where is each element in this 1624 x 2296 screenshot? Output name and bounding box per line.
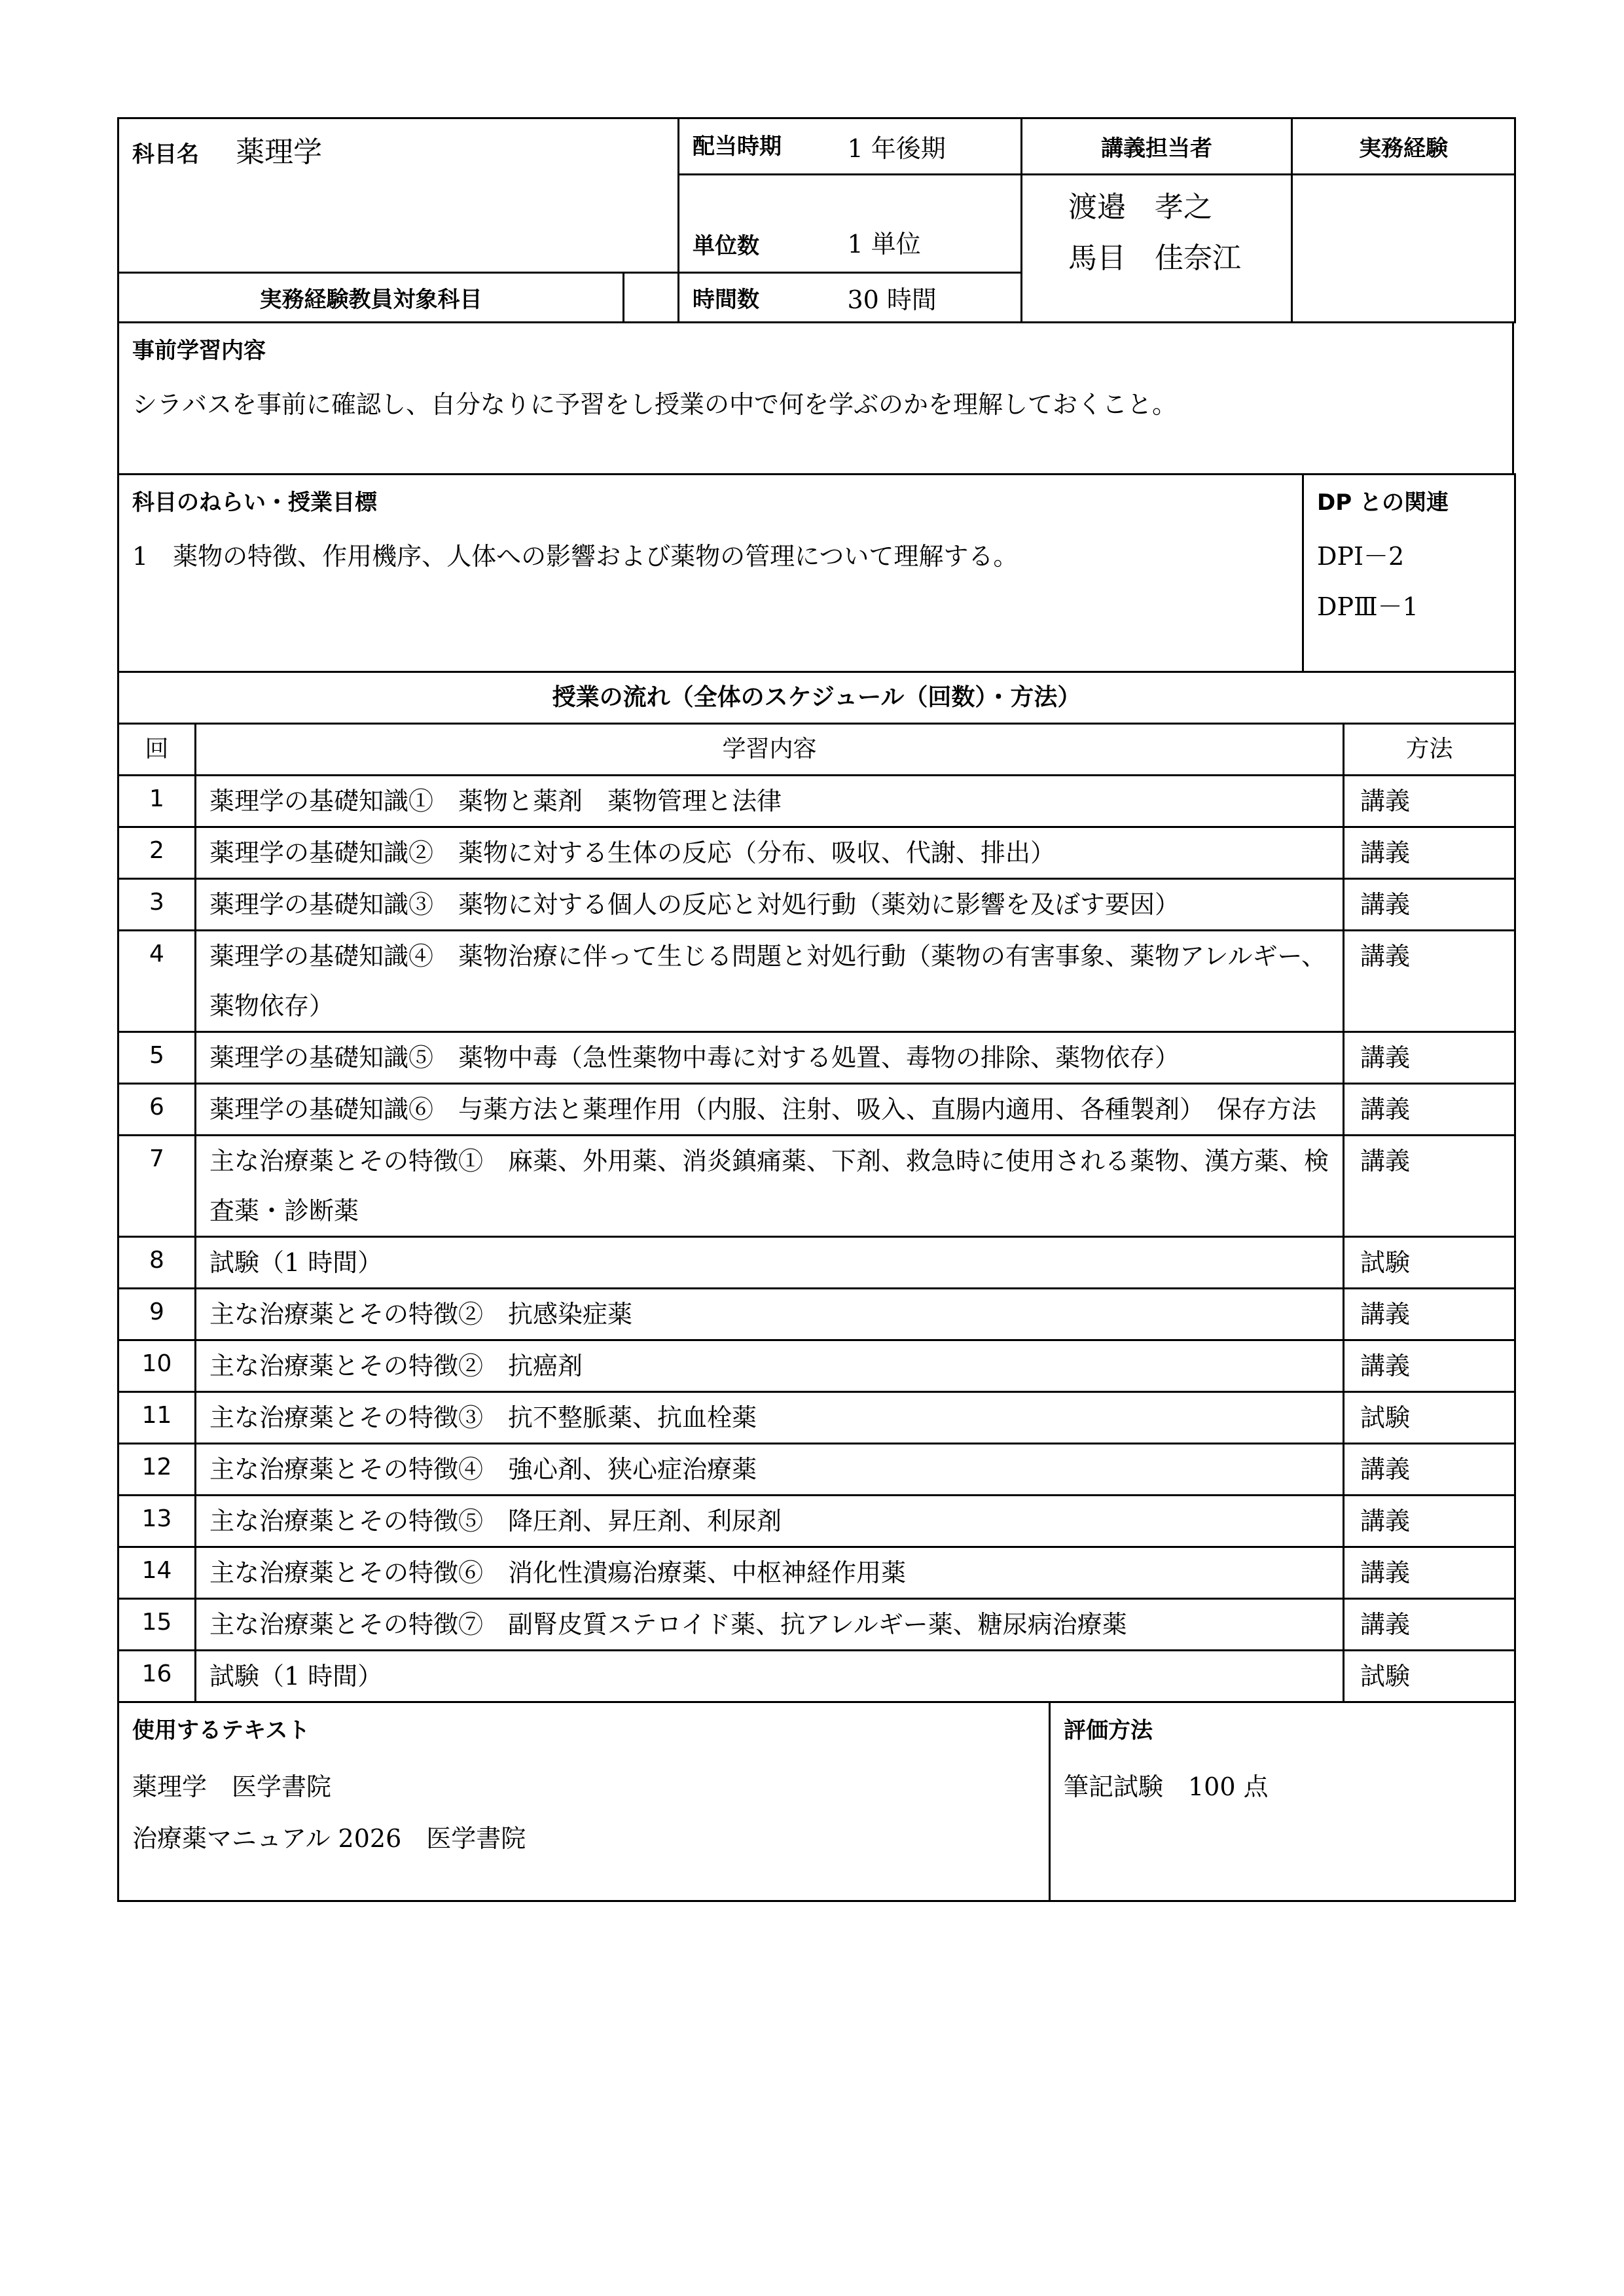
schedule-row — [118, 1340, 1515, 1392]
schedule-row-method: 試験 — [1344, 1237, 1515, 1289]
aims-table — [117, 473, 1516, 673]
schedule-title: 授業の流れ（全体のスケジュール（回数）・方法） — [118, 672, 1515, 724]
schedule-row-method: 講義 — [1344, 879, 1515, 931]
schedule-col-no: 回 — [118, 724, 196, 776]
subject-label: 科目名 — [132, 141, 199, 168]
header-table — [117, 117, 1516, 323]
schedule-row-method: 講義 — [1344, 931, 1515, 1032]
schedule-row — [118, 879, 1515, 931]
schedule-row-content: 薬理学の基礎知識③ 薬物に対する個人の反応と対処行動（薬効に影響を及ぼす要因） — [196, 879, 1344, 931]
schedule-row-content: 薬理学の基礎知識⑤ 薬物中毒（急性薬物中毒に対する処置、毒物の排除、薬物依存） — [196, 1032, 1344, 1084]
texts-cell — [118, 1702, 1050, 1901]
schedule-row-method: 講義 — [1344, 1340, 1515, 1392]
units-value-cell — [835, 175, 1022, 273]
lecturer-label-cell — [1022, 118, 1292, 175]
dp-item-2: DPⅢ－1 — [1317, 592, 1418, 621]
schedule-row — [118, 1392, 1515, 1444]
schedule-row-no: 14 — [118, 1547, 196, 1599]
texts-item-1: 薬理学 医学書院 — [132, 1772, 332, 1801]
footer-table — [117, 1701, 1516, 1902]
hours-label-cell — [679, 273, 835, 323]
schedule-row — [118, 1289, 1515, 1340]
lecturer-name-1: 渡邉 孝之 — [1068, 190, 1212, 224]
schedule-row-method: 講義 — [1344, 1032, 1515, 1084]
experience-value-cell — [1292, 175, 1515, 323]
schedule-row — [118, 827, 1515, 879]
syllabus-sheet — [117, 117, 1514, 1902]
prep-text: シラバスを事前に確認し、自分なりに予習をし授業の中で何を学ぶのかを理解しておくこと。 — [132, 390, 1178, 419]
practical-subject-label: 実務経験教員対象科目 — [259, 287, 482, 313]
schedule-row — [118, 1237, 1515, 1289]
units-label-cell — [679, 175, 835, 273]
schedule-row-content: 薬理学の基礎知識⑥ 与薬方法と薬理作用（内服、注射、吸入、直腸内適用、各種製剤） 保存方法 — [196, 1084, 1344, 1136]
schedule-row-method: 講義 — [1344, 776, 1515, 827]
schedule-row-content: 主な治療薬とその特徴④ 強心剤、狭心症治療薬 — [196, 1444, 1344, 1496]
hours-value: 30 時間 — [847, 285, 937, 314]
schedule-row — [118, 1547, 1515, 1599]
schedule-row — [118, 776, 1515, 827]
schedule-row-content: 主な治療薬とその特徴② 抗癌剤 — [196, 1340, 1344, 1392]
schedule-row-content: 試験（1 時間） — [196, 1651, 1344, 1702]
lecturer-name-2: 馬目 佳奈江 — [1068, 242, 1241, 275]
subject-value: 薬理学 — [236, 135, 323, 169]
schedule-row-content: 主な治療薬とその特徴⑥ 消化性潰瘍治療薬、中枢神経作用薬 — [196, 1547, 1344, 1599]
schedule-row-no: 5 — [118, 1032, 196, 1084]
schedule-row-method: 講義 — [1344, 1084, 1515, 1136]
schedule-body — [118, 776, 1515, 1702]
schedule-row-method: 講義 — [1344, 1547, 1515, 1599]
hours-label: 時間数 — [693, 287, 759, 313]
schedule-row-method: 試験 — [1344, 1651, 1515, 1702]
schedule-row-no: 1 — [118, 776, 196, 827]
dp-item-1: DPⅠ－2 — [1317, 542, 1405, 571]
experience-label: 実務経験 — [1359, 135, 1448, 162]
schedule-row-content: 主な治療薬とその特徴① 麻薬、外用薬、消炎鎮痛薬、下剤、救急時に使用される薬物、漢方薬、検査薬・診断薬 — [196, 1136, 1344, 1237]
schedule-row — [118, 1444, 1515, 1496]
schedule-row-content: 主な治療薬とその特徴② 抗感染症薬 — [196, 1289, 1344, 1340]
aims-label: 科目のねらい・授業目標 — [132, 490, 377, 516]
schedule-row — [118, 1032, 1515, 1084]
dp-cell — [1303, 475, 1515, 672]
experience-label-cell — [1292, 118, 1515, 175]
practical-subject-label-cell — [118, 273, 624, 323]
units-value: 1 単位 — [847, 230, 921, 259]
schedule-row-no: 15 — [118, 1599, 196, 1651]
units-label: 単位数 — [693, 233, 759, 259]
schedule-row-method: 講義 — [1344, 1136, 1515, 1237]
schedule-row-method: 試験 — [1344, 1392, 1515, 1444]
schedule-row-no: 7 — [118, 1136, 196, 1237]
prep-table — [117, 321, 1514, 475]
schedule-row-content: 薬理学の基礎知識④ 薬物治療に伴って生じる問題と対処行動（薬物の有害事象、薬物アレルギー、薬物依存） — [196, 931, 1344, 1032]
aims-cell — [118, 475, 1303, 672]
schedule-row-content: 主な治療薬とその特徴③ 抗不整脈薬、抗血栓薬 — [196, 1392, 1344, 1444]
schedule-row-no: 11 — [118, 1392, 196, 1444]
schedule-row-no: 8 — [118, 1237, 196, 1289]
lecturer-label: 講義担当者 — [1101, 135, 1212, 162]
schedule-row-no: 2 — [118, 827, 196, 879]
prep-cell — [118, 323, 1513, 475]
schedule-row-method: 講義 — [1344, 1496, 1515, 1547]
prep-label: 事前学習内容 — [132, 338, 266, 364]
schedule-row-method: 講義 — [1344, 1289, 1515, 1340]
period-label: 配当時期 — [693, 134, 782, 160]
schedule-row-no: 3 — [118, 879, 196, 931]
hours-value-cell — [835, 273, 1022, 323]
schedule-row — [118, 1084, 1515, 1136]
dp-label: DP との関連 — [1317, 490, 1449, 516]
schedule-row-content: 試験（1 時間） — [196, 1237, 1344, 1289]
evaluation-text: 筆記試験 100 点 — [1064, 1772, 1269, 1801]
evaluation-label: 評価方法 — [1064, 1717, 1153, 1744]
schedule-row-no: 16 — [118, 1651, 196, 1702]
schedule-table — [117, 671, 1516, 1703]
schedule-row-content: 主な治療薬とその特徴⑦ 副腎皮質ステロイド薬、抗アレルギー薬、糖尿病治療薬 — [196, 1599, 1344, 1651]
aims-text: 1 薬物の特徴、作用機序、人体への影響および薬物の管理について理解する。 — [132, 542, 1019, 571]
schedule-row-no: 6 — [118, 1084, 196, 1136]
schedule-row — [118, 1651, 1515, 1702]
schedule-row-no: 10 — [118, 1340, 196, 1392]
schedule-row — [118, 1496, 1515, 1547]
schedule-row — [118, 931, 1515, 1032]
schedule-row-method: 講義 — [1344, 1599, 1515, 1651]
schedule-row — [118, 1599, 1515, 1651]
practical-subject-value-cell — [624, 273, 679, 323]
schedule-col-method: 方法 — [1344, 724, 1515, 776]
schedule-row-method: 講義 — [1344, 1444, 1515, 1496]
schedule-row-content: 主な治療薬とその特徴⑤ 降圧剤、昇圧剤、利尿剤 — [196, 1496, 1344, 1547]
schedule-row-no: 4 — [118, 931, 196, 1032]
schedule-row-content: 薬理学の基礎知識② 薬物に対する生体の反応（分布、吸収、代謝、排出） — [196, 827, 1344, 879]
texts-label: 使用するテキスト — [132, 1717, 310, 1744]
schedule-row-no: 13 — [118, 1496, 196, 1547]
schedule-row — [118, 1136, 1515, 1237]
period-value-cell — [835, 118, 1022, 175]
schedule-col-content: 学習内容 — [196, 724, 1344, 776]
period-value: 1 年後期 — [847, 134, 946, 163]
schedule-row-method: 講義 — [1344, 827, 1515, 879]
period-label-cell — [679, 118, 835, 175]
subject-cell — [118, 118, 679, 273]
schedule-row-no: 9 — [118, 1289, 196, 1340]
lecturer-names-cell — [1022, 175, 1292, 323]
texts-item-2: 治療薬マニュアル 2026 医学書院 — [132, 1824, 526, 1853]
schedule-row-no: 12 — [118, 1444, 196, 1496]
schedule-row-content: 薬理学の基礎知識① 薬物と薬剤 薬物管理と法律 — [196, 776, 1344, 827]
evaluation-cell — [1050, 1702, 1515, 1901]
